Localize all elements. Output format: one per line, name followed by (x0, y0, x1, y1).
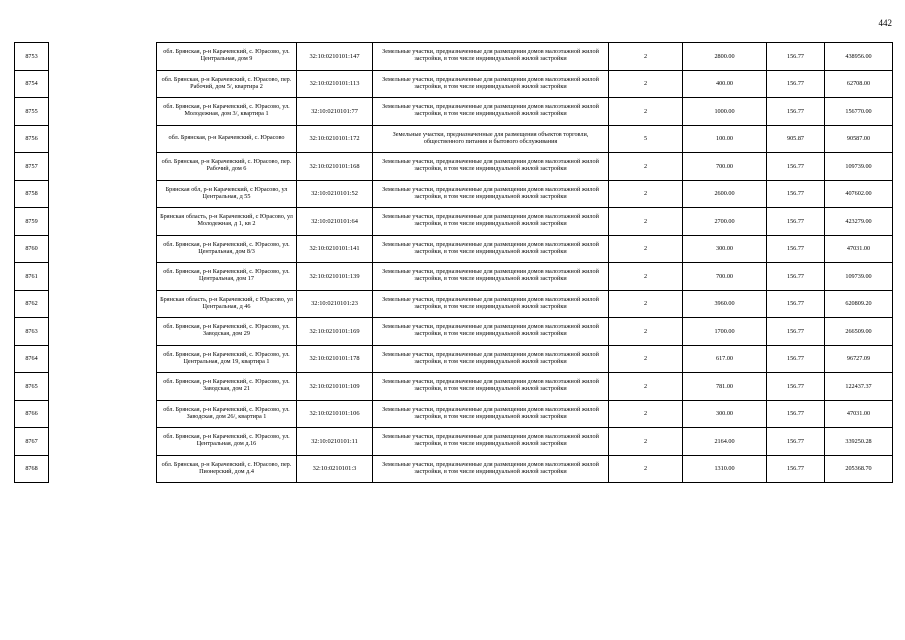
cadastral-value-cell: 47031.00 (825, 400, 893, 428)
cadastral-number-cell: 32:10:0210101:3 (297, 455, 373, 483)
address-cell: обл. Брянская, р-н Карачевский, с. Юрасово, ул. Центральная, дом 17 (157, 263, 297, 291)
row-number-cell: 8756 (15, 125, 49, 153)
unit-value-cell: 905.87 (767, 125, 825, 153)
category-cell: 2 (609, 180, 683, 208)
category-cell: 2 (609, 235, 683, 263)
cadastral-value-cell: 47031.00 (825, 235, 893, 263)
unit-value-cell: 156.77 (767, 43, 825, 71)
address-cell: обл. Брянская, р-н Карачевский, с. Юрасово, ул. Заводская, дом 21 (157, 373, 297, 401)
row-number-cell: 8759 (15, 208, 49, 236)
land-use-cell: Земельные участки, предназначенные для размещения домов малоэтажной жилой застройки, в том числе индивидуальной жилой застройки (373, 455, 609, 483)
unit-value-cell: 156.77 (767, 428, 825, 456)
category-cell: 2 (609, 455, 683, 483)
unit-value-cell: 156.77 (767, 455, 825, 483)
row-number-cell: 8767 (15, 428, 49, 456)
area-cell: 2600.00 (683, 180, 767, 208)
row-number-cell: 8755 (15, 98, 49, 126)
cadastral-value-cell: 156770.00 (825, 98, 893, 126)
area-cell: 2800.00 (683, 43, 767, 71)
cadastral-number-cell: 32:10:0210101:168 (297, 153, 373, 181)
unit-value-cell: 156.77 (767, 235, 825, 263)
cadastral-number-cell: 32:10:0210101:139 (297, 263, 373, 291)
cadastral-number-cell: 32:10:0210101:106 (297, 400, 373, 428)
unit-value-cell: 156.77 (767, 180, 825, 208)
area-cell: 2164.00 (683, 428, 767, 456)
area-cell: 1700.00 (683, 318, 767, 346)
table-row (15, 98, 893, 126)
table-row (15, 373, 893, 401)
cadastral-value-cell: 266509.00 (825, 318, 893, 346)
row-number-cell: 8754 (15, 70, 49, 98)
table-row (15, 180, 893, 208)
cadastral-number-cell: 32:10:0210101:64 (297, 208, 373, 236)
land-use-cell: Земельные участки, предназначенные для размещения объектов торговли, общественного питания и бытового обслуживания (373, 125, 609, 153)
gap-cell (49, 235, 157, 263)
gap-cell (49, 373, 157, 401)
gap-cell (49, 455, 157, 483)
gap-cell (49, 125, 157, 153)
area-cell: 1310.00 (683, 455, 767, 483)
cadastral-value-table (14, 42, 893, 483)
table-row (15, 455, 893, 483)
cadastral-number-cell: 32:10:0210101:147 (297, 43, 373, 71)
cadastral-number-cell: 32:10:0210101:109 (297, 373, 373, 401)
cadastral-value-cell: 96727.09 (825, 345, 893, 373)
area-cell: 2700.00 (683, 208, 767, 236)
land-use-cell: Земельные участки, предназначенные для размещения домов малоэтажной жилой застройки, в том числе индивидуальной жилой застройки (373, 98, 609, 126)
gap-cell (49, 43, 157, 71)
table-row (15, 125, 893, 153)
address-cell: обл. Брянская, р-н Карачевский, с. Юрасово, ул. Центральная, дом 9 (157, 43, 297, 71)
area-cell: 1000.00 (683, 98, 767, 126)
address-cell: обл. Брянская, р-н Карачевский, с. Юрасово, ул. Заводская, дом 26/, квартира 1 (157, 400, 297, 428)
table-row (15, 43, 893, 71)
table-row (15, 70, 893, 98)
gap-cell (49, 428, 157, 456)
land-use-cell: Земельные участки, предназначенные для размещения домов малоэтажной жилой застройки, в том числе индивидуальной жилой застройки (373, 263, 609, 291)
category-cell: 2 (609, 263, 683, 291)
table-body (15, 43, 893, 483)
cadastral-value-cell: 423279.00 (825, 208, 893, 236)
unit-value-cell: 156.77 (767, 318, 825, 346)
gap-cell (49, 290, 157, 318)
land-use-cell: Земельные участки, предназначенные для размещения домов малоэтажной жилой застройки, в том числе индивидуальной жилой застройки (373, 235, 609, 263)
cadastral-value-cell: 62708.00 (825, 70, 893, 98)
unit-value-cell: 156.77 (767, 345, 825, 373)
area-cell: 700.00 (683, 263, 767, 291)
gap-cell (49, 318, 157, 346)
cadastral-value-cell: 90587.00 (825, 125, 893, 153)
row-number-cell: 8758 (15, 180, 49, 208)
gap-cell (49, 208, 157, 236)
address-cell: Брянская область, р-н Карачевский, с Юрасово, ул Центральная, д 46 (157, 290, 297, 318)
unit-value-cell: 156.77 (767, 373, 825, 401)
category-cell: 2 (609, 428, 683, 456)
address-cell: обл. Брянская, р-н Карачевский, с. Юрасово, ул. Заводская, дом 29 (157, 318, 297, 346)
land-use-cell: Земельные участки, предназначенные для размещения домов малоэтажной жилой застройки, в том числе индивидуальной жилой застройки (373, 180, 609, 208)
category-cell: 5 (609, 125, 683, 153)
cadastral-number-cell: 32:10:0210101:11 (297, 428, 373, 456)
table-row (15, 345, 893, 373)
address-cell: обл. Брянская, р-н Карачевский, с. Юрасово, ул. Центральная, дом 8/3 (157, 235, 297, 263)
category-cell: 2 (609, 70, 683, 98)
table-row (15, 153, 893, 181)
area-cell: 700.00 (683, 153, 767, 181)
row-number-cell: 8760 (15, 235, 49, 263)
land-use-cell: Земельные участки, предназначенные для размещения домов малоэтажной жилой застройки, в том числе индивидуальной жилой застройки (373, 373, 609, 401)
address-cell: обл. Брянская, р-н Карачевский, с. Юрасово, ул. Центральная, дом д.16 (157, 428, 297, 456)
category-cell: 2 (609, 98, 683, 126)
row-number-cell: 8753 (15, 43, 49, 71)
land-use-cell: Земельные участки, предназначенные для размещения домов малоэтажной жилой застройки, в том числе индивидуальной жилой застройки (373, 43, 609, 71)
cadastral-value-cell: 339250.28 (825, 428, 893, 456)
area-cell: 300.00 (683, 400, 767, 428)
unit-value-cell: 156.77 (767, 263, 825, 291)
cadastral-number-cell: 32:10:0210101:113 (297, 70, 373, 98)
category-cell: 2 (609, 43, 683, 71)
cadastral-number-cell: 32:10:0210101:52 (297, 180, 373, 208)
category-cell: 2 (609, 290, 683, 318)
area-cell: 300.00 (683, 235, 767, 263)
cadastral-value-cell: 122437.37 (825, 373, 893, 401)
table-row (15, 208, 893, 236)
address-cell: обл. Брянская, р-н Карачевский, с. Юрасово, пер. Рабочий, дом 5/, квартира 2 (157, 70, 297, 98)
table-row (15, 428, 893, 456)
address-cell: обл. Брянская, р-н Карачевский, с. Юрасово, пер. Пионерский, дом д.4 (157, 455, 297, 483)
table-row (15, 263, 893, 291)
land-use-cell: Земельные участки, предназначенные для размещения домов малоэтажной жилой застройки, в том числе индивидуальной жилой застройки (373, 208, 609, 236)
table-row (15, 318, 893, 346)
unit-value-cell: 156.77 (767, 208, 825, 236)
category-cell: 2 (609, 400, 683, 428)
cadastral-number-cell: 32:10:0210101:141 (297, 235, 373, 263)
table-row (15, 400, 893, 428)
category-cell: 2 (609, 345, 683, 373)
unit-value-cell: 156.77 (767, 400, 825, 428)
category-cell: 2 (609, 373, 683, 401)
cadastral-value-cell: 205368.70 (825, 455, 893, 483)
cadastral-value-cell: 109739.00 (825, 153, 893, 181)
row-number-cell: 8763 (15, 318, 49, 346)
gap-cell (49, 400, 157, 428)
cadastral-number-cell: 32:10:0210101:169 (297, 318, 373, 346)
cadastral-number-cell: 32:10:0210101:23 (297, 290, 373, 318)
row-number-cell: 8757 (15, 153, 49, 181)
row-number-cell: 8768 (15, 455, 49, 483)
unit-value-cell: 156.77 (767, 153, 825, 181)
unit-value-cell: 156.77 (767, 290, 825, 318)
gap-cell (49, 345, 157, 373)
address-cell: обл. Брянская, р-н Карачевский, с. Юрасово (157, 125, 297, 153)
category-cell: 2 (609, 318, 683, 346)
page-number: 442 (878, 18, 892, 28)
land-use-cell: Земельные участки, предназначенные для размещения домов малоэтажной жилой застройки, в том числе индивидуальной жилой застройки (373, 428, 609, 456)
gap-cell (49, 70, 157, 98)
cadastral-value-cell: 407602.00 (825, 180, 893, 208)
cadastral-number-cell: 32:10:0210101:178 (297, 345, 373, 373)
land-use-cell: Земельные участки, предназначенные для размещения домов малоэтажной жилой застройки, в том числе индивидуальной жилой застройки (373, 318, 609, 346)
area-cell: 400.00 (683, 70, 767, 98)
gap-cell (49, 263, 157, 291)
row-number-cell: 8766 (15, 400, 49, 428)
gap-cell (49, 153, 157, 181)
unit-value-cell: 156.77 (767, 70, 825, 98)
land-use-cell: Земельные участки, предназначенные для размещения домов малоэтажной жилой застройки, в том числе индивидуальной жилой застройки (373, 400, 609, 428)
land-use-cell: Земельные участки, предназначенные для размещения домов малоэтажной жилой застройки, в том числе индивидуальной жилой застройки (373, 345, 609, 373)
category-cell: 2 (609, 153, 683, 181)
address-cell: обл. Брянская, р-н Карачевский, с. Юрасово, пер. Рабочий, дом 6 (157, 153, 297, 181)
cadastral-number-cell: 32:10:0210101:172 (297, 125, 373, 153)
row-number-cell: 8762 (15, 290, 49, 318)
area-cell: 3960.00 (683, 290, 767, 318)
gap-cell (49, 98, 157, 126)
cadastral-value-cell: 109739.00 (825, 263, 893, 291)
address-cell: обл. Брянская, р-н Карачевский, с. Юрасово, ул. Молодежная, дом 3/, квартира 1 (157, 98, 297, 126)
address-cell: Брянская область, р-н Карачевский, с Юрасово, ул Молодежная, д 1, кв 2 (157, 208, 297, 236)
row-number-cell: 8761 (15, 263, 49, 291)
land-use-cell: Земельные участки, предназначенные для размещения домов малоэтажной жилой застройки, в том числе индивидуальной жилой застройки (373, 153, 609, 181)
unit-value-cell: 156.77 (767, 98, 825, 126)
area-cell: 617.00 (683, 345, 767, 373)
category-cell: 2 (609, 208, 683, 236)
cadastral-value-cell: 438956.00 (825, 43, 893, 71)
address-cell: Брянская обл, р-н Карачевский, с Юрасово, ул Центральная, д 55 (157, 180, 297, 208)
table-row (15, 290, 893, 318)
address-cell: обл. Брянская, р-н Карачевский, с. Юрасово, ул. Центральная, дом 19, квартира 1 (157, 345, 297, 373)
row-number-cell: 8765 (15, 373, 49, 401)
cadastral-value-cell: 620809.20 (825, 290, 893, 318)
table-row (15, 235, 893, 263)
gap-cell (49, 180, 157, 208)
row-number-cell: 8764 (15, 345, 49, 373)
area-cell: 100.00 (683, 125, 767, 153)
land-use-cell: Земельные участки, предназначенные для размещения домов малоэтажной жилой застройки, в том числе индивидуальной жилой застройки (373, 70, 609, 98)
area-cell: 781.00 (683, 373, 767, 401)
land-use-cell: Земельные участки, предназначенные для размещения домов малоэтажной жилой застройки, в том числе индивидуальной жилой застройки (373, 290, 609, 318)
cadastral-number-cell: 32:10:0210101:77 (297, 98, 373, 126)
